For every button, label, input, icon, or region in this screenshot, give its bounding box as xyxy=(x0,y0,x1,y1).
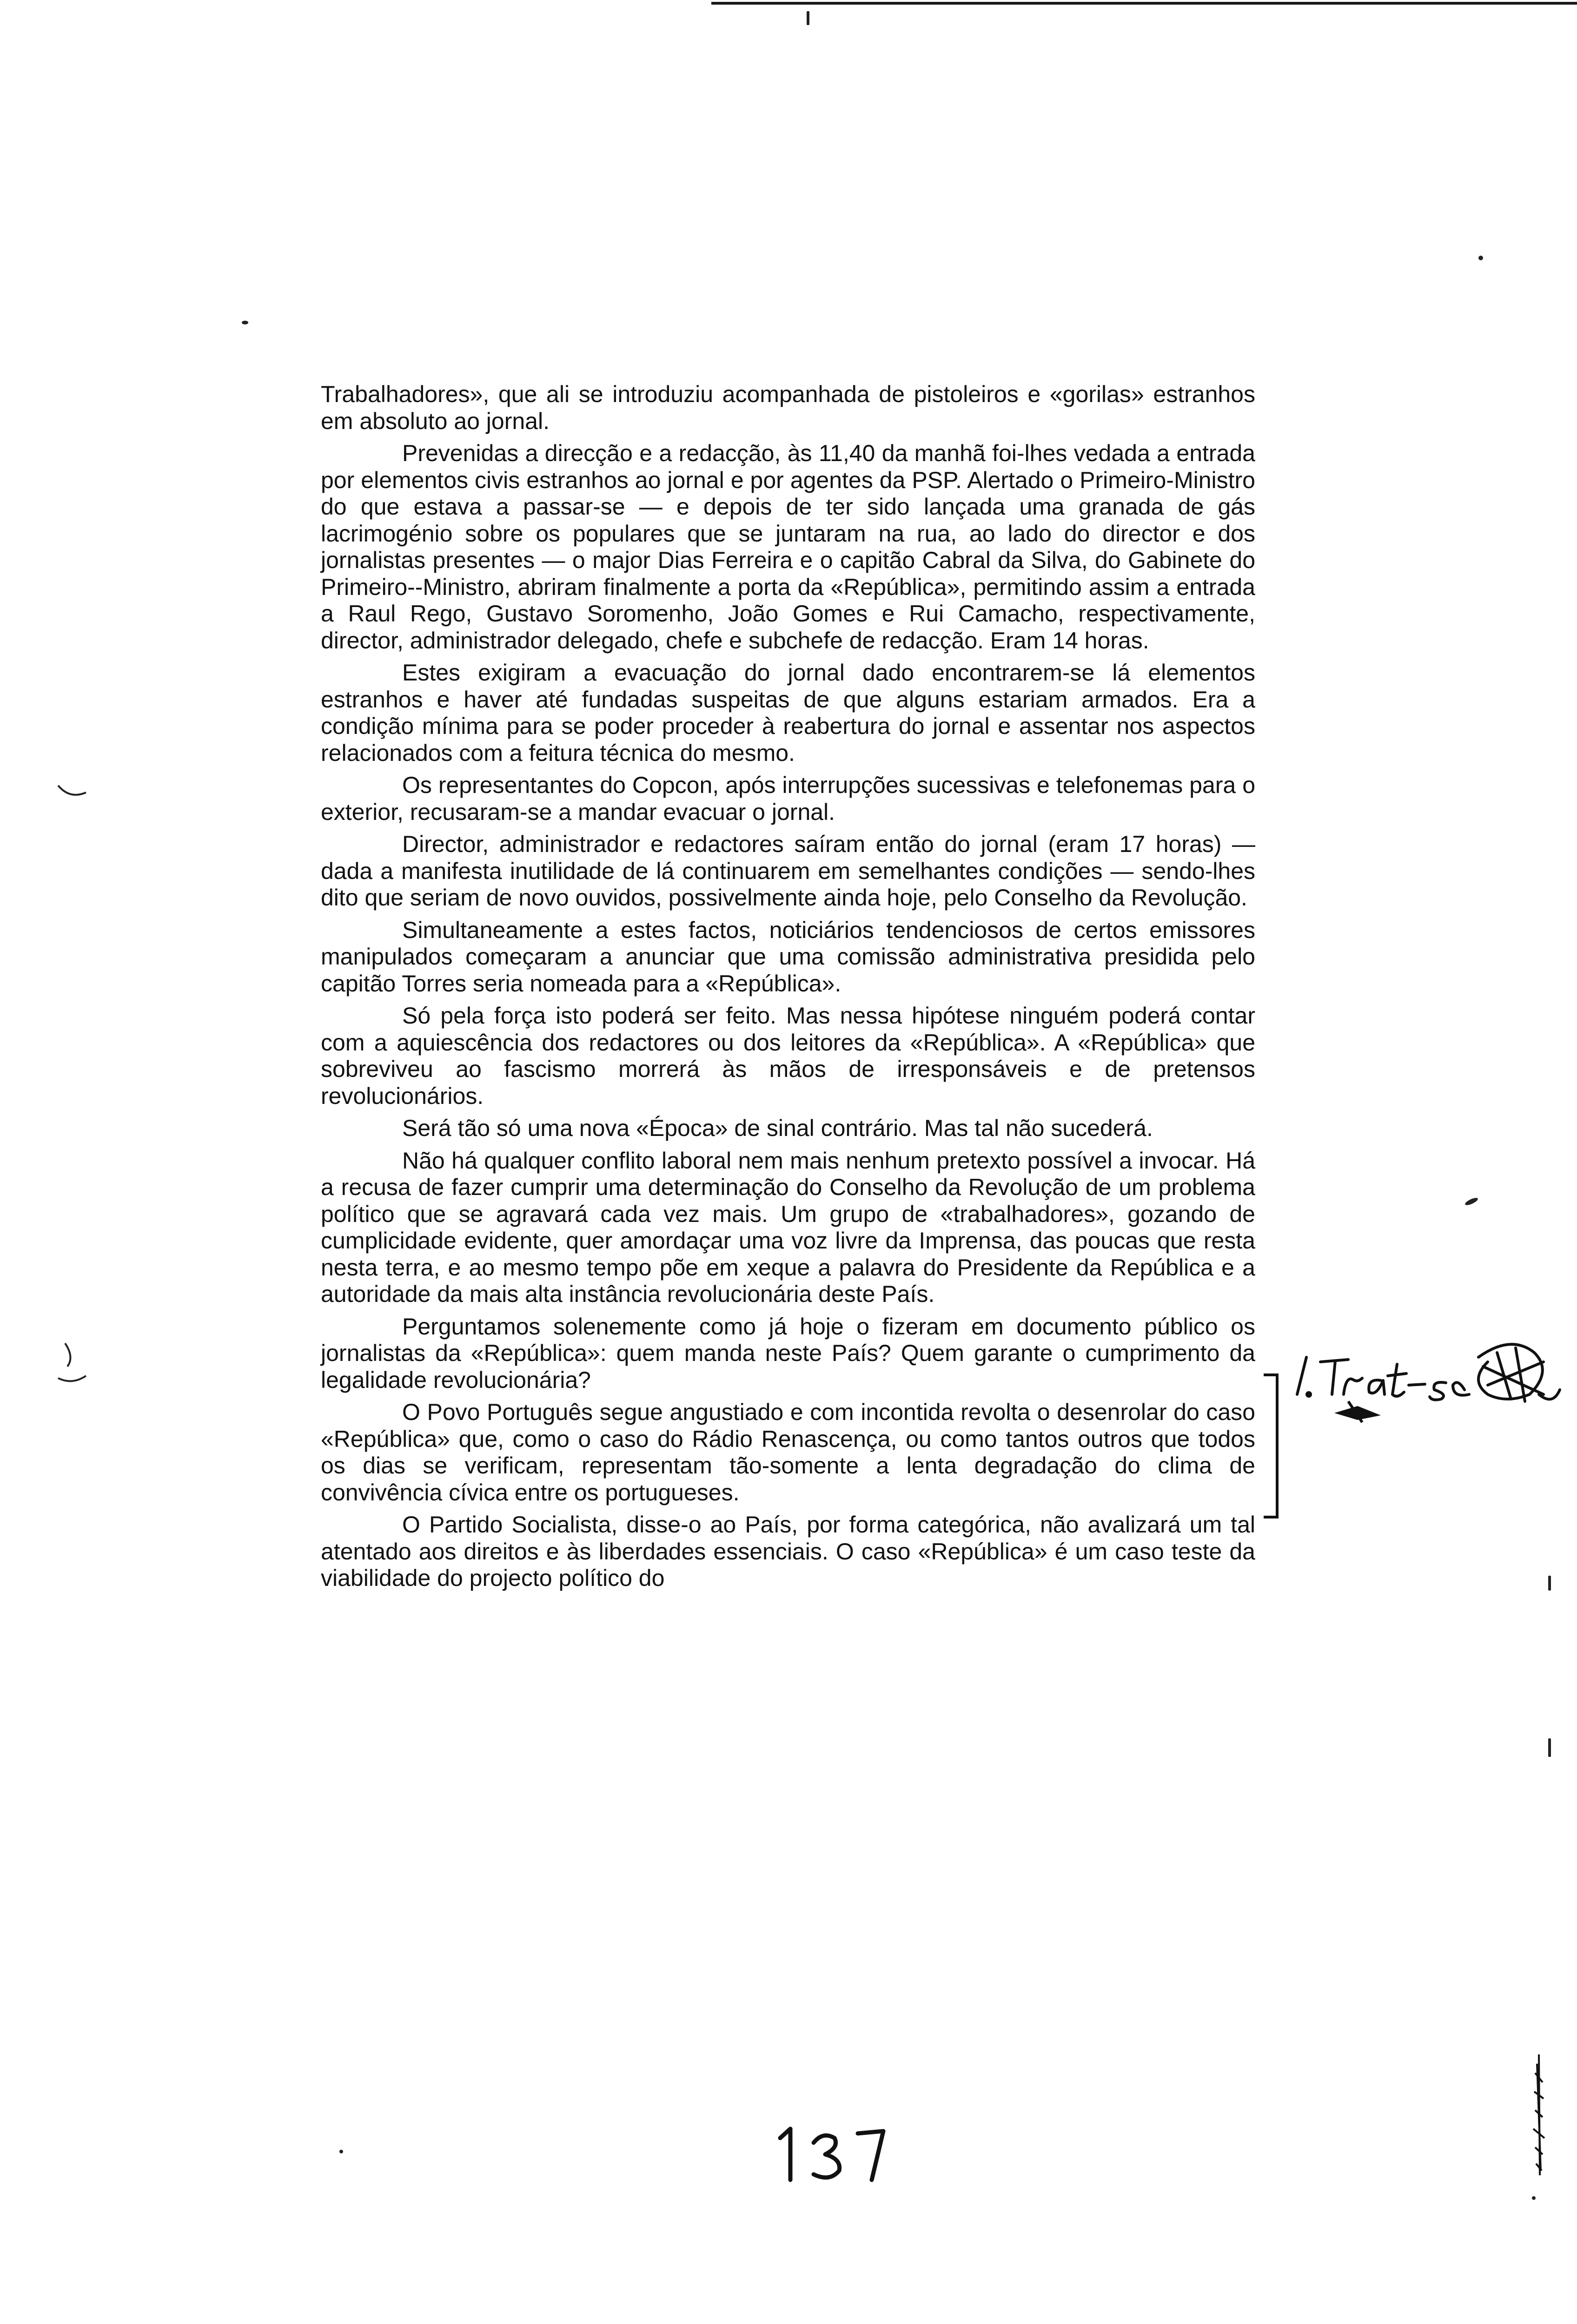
article-body xyxy=(321,381,1255,1598)
page-number xyxy=(772,2119,893,2185)
scan-top-rule xyxy=(711,2,1577,5)
scan-speck xyxy=(1548,1738,1551,1757)
paragraph: Simultaneamente a estes factos, noticiários tendenciosos de certos emissores manipulados começaram a anunciar que uma comissão administrativa presidida pelo capitão Torres seria nomeada para a «República». xyxy=(321,917,1255,997)
scan-edge-mark xyxy=(1530,2054,1548,2175)
paragraph: Prevenidas a direcção e a redacção, às 11,40 da manhã foi-lhes vedada a entrada por elementos civis estranhos ao jornal e por agentes da PSP. Alertado o Primeiro-Ministro do que estava a passar-se — e depois de ter sido lançada uma granada de gás lacrimogénio sobre os populares que se juntaram na rua, ao lado do director e dos jornalistas presentes — o major Dias Ferreira e o capitão Cabral da Silva, do Gabinete do Primeiro--Ministro, abriram finalmente a porta da «República», permitindo assim a entrada a Raul Rego, Gustavo Soromenho, João Gomes e Rui Camacho, respectivamente, director, administrador delegado, chefe e subchefe de redacção. Eram 14 horas. xyxy=(321,440,1255,654)
paragraph: Estes exigiram a evacuação do jornal dado encontrarem-se lá elementos estranhos e haver até fundadas suspeitas de que alguns estariam armados. Era a condição mínima para se poder proceder à reabertura do jornal e assentar nos aspectos relacionados com a feitura técnica do mesmo. xyxy=(321,660,1255,766)
scan-speck xyxy=(1464,1196,1478,1207)
handwritten-margin-note xyxy=(1292,1325,1567,1446)
scan-mark-left xyxy=(56,776,88,804)
paragraph: Será tão só uma nova «Época» de sinal contrário. Mas tal não sucederá. xyxy=(402,1115,1153,1141)
paragraph: O Povo Português segue angustiado e com incontida revolta o desenrolar do caso «República» que, como o caso do Rádio Renascença, ou como tantos outros que todos os dias se verificam, representam tão-somente a lenta degradação do clima de convivência cívica entre os portugueses. xyxy=(321,1399,1255,1505)
paragraph: Perguntamos solenemente como já hoje o fizeram em documento público os jornalistas da «República»: quem manda neste País? Quem garante o cumprimento da legalidade revolucionária? xyxy=(321,1313,1255,1393)
paragraph: Só pela força isto poderá ser feito. Mas nessa hipótese ninguém poderá contar com a aquiescência dos redactores ou dos leitores da «República». A «República» que sobreviveu ao fascismo morrerá às mãos de irresponsáveis e de pretensos revolucionários. xyxy=(321,1003,1255,1109)
scan-speck xyxy=(1532,2196,1536,2200)
scan-speck xyxy=(1548,1576,1551,1591)
paragraph: Trabalhadores», que ali se introduziu acompanhada de pistoleiros e «gorilas» estranhos em absoluto ao jornal. xyxy=(321,381,1255,434)
scan-speck xyxy=(1478,256,1483,260)
paragraph: Director, administrador e redactores saíram então do jornal (eram 17 horas) — dada a manifesta inutilidade de lá continuarem em semelhantes condições — sendo-lhes dito que seriam de novo ouvidos, possivelmente ainda hoje, pelo Conselho da Revolução. xyxy=(321,831,1255,911)
scan-speck xyxy=(807,11,809,25)
paragraph: Os representantes do Copcon, após interrupções sucessivas e telefonemas para o exterior, recusaram-se a mandar evacuar o jornal. xyxy=(321,772,1255,825)
scan-speck xyxy=(242,321,248,324)
scan-mark-left xyxy=(56,1339,88,1390)
margin-bracket xyxy=(1264,1373,1279,1519)
paragraph: O Partido Socialista, disse-o ao País, por forma categórica, não avalizará um tal atentado aos direitos e às liberdades essenciais. O caso «República» é um caso teste da viabilidade do projecto político do xyxy=(321,1512,1255,1591)
paragraph: Não há qualquer conflito laboral nem mais nenhum pretexto possível a invocar. Há a recusa de fazer cumprir uma determinação do Conselho da Revolução de um problema político que se agravará cada vez mais. Um grupo de «trabalhadores», gozando de cumplicidade evidente, quer amordaçar uma voz livre da Imprensa, das poucas que resta nesta terra, e ao mesmo tempo põe em xeque a palavra do Presidente da República e a autoridade da mais alta instância revolucionária deste País. xyxy=(321,1147,1255,1307)
scan-speck xyxy=(339,2150,343,2153)
